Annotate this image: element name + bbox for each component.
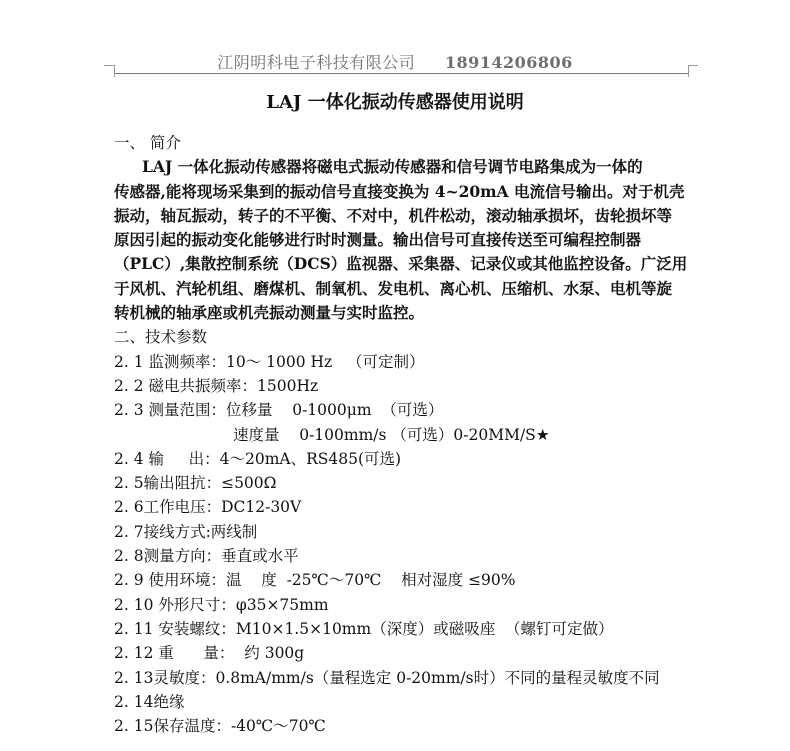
intro-line: LAJ 一体化振动传感器将磁电式振动传感器和信号调节电路集成为一体的 bbox=[142, 157, 643, 177]
document-title: LAJ 一体化振动传感器使用说明 bbox=[266, 92, 524, 113]
intro-line: 原因引起的振动变化能够进行时时测量。输出信号可直接传送至可编程控制器 bbox=[114, 230, 642, 250]
spec-item: 2. 7接线方式:两线制 bbox=[114, 522, 258, 541]
intro-line: 传感器,能将现场采集到的振动信号直接变换为 4~20mA 电流信号输出。对于机壳 bbox=[114, 181, 685, 201]
section-heading-specs: 二、技术参数 bbox=[114, 328, 208, 347]
spec-item: 2. 14绝缘 bbox=[114, 692, 185, 711]
intro-line: 于风机、汽轮机组、磨煤机、制氧机、发电机、离心机、压缩机、水泵、电机等旋 bbox=[114, 278, 673, 298]
spec-item: 2. 11 安装螺纹：M10×1.5×10mm（深度）或磁吸座 （螺钉可定做） bbox=[114, 619, 614, 638]
margin-corner-left bbox=[114, 65, 115, 77]
margin-corner-right bbox=[688, 65, 689, 77]
spec-item: 2. 6工作电压：DC12-30V bbox=[114, 498, 302, 517]
company-name: 江阴明科电子科技有限公司 bbox=[217, 53, 416, 72]
page-header bbox=[0, 50, 790, 73]
spec-item: 2. 12 重 量： 约 300g bbox=[114, 644, 305, 663]
spec-item: 2. 8测量方向：垂直或水平 bbox=[114, 547, 299, 566]
spec-item-continuation: 速度量 0-100mm/s （可选）0-20MM/S★ bbox=[233, 425, 550, 444]
spec-item: 2. 13灵敏度：0.8mA/mm/s（量程选定 0-20mm/s时）不同的量程灵敏度不同 bbox=[114, 668, 660, 687]
spec-item: 2. 15保存温度：-40℃～70℃ bbox=[114, 717, 326, 736]
document-body bbox=[114, 131, 692, 738]
margin-corner-left-h bbox=[104, 65, 114, 66]
spec-item: 2. 3 测量范围：位移量 0-1000μm （可选） bbox=[114, 401, 444, 420]
intro-line: 转机械的轴承座或机壳振动测量与实时监控。 bbox=[114, 303, 425, 323]
spec-item: 2. 4 输 出：4～20mA、RS485(可选) bbox=[114, 449, 402, 468]
spec-item: 2. 5输出阻抗：≤500Ω bbox=[114, 474, 277, 493]
spec-item: 2. 9 使用环境：温 度 -25℃～70℃ 相对湿度 ≤90% bbox=[114, 571, 516, 590]
header-rule bbox=[114, 73, 689, 74]
section-heading-intro: 一、 简介 bbox=[114, 134, 181, 152]
spec-item: 2. 2 磁电共振频率：1500Hz bbox=[114, 376, 319, 395]
intro-line: 振动，轴瓦振动，转子的不平衡、不对中，机件松动，滚动轴承损坏，齿轮损坏等 bbox=[114, 205, 673, 225]
spec-item: 2. 10 外形尺寸：φ35×75mm bbox=[114, 595, 329, 614]
margin-corner-right-h bbox=[688, 65, 698, 66]
intro-line: （PLC）,集散控制系统（DCS）监视器、采集器、记录仪或其他监控设备。广泛用 bbox=[114, 254, 688, 274]
phone-number: 18914206806 bbox=[444, 53, 573, 72]
spec-item: 2. 1 监测频率：10～ 1000 Hz （可定制） bbox=[114, 352, 425, 371]
